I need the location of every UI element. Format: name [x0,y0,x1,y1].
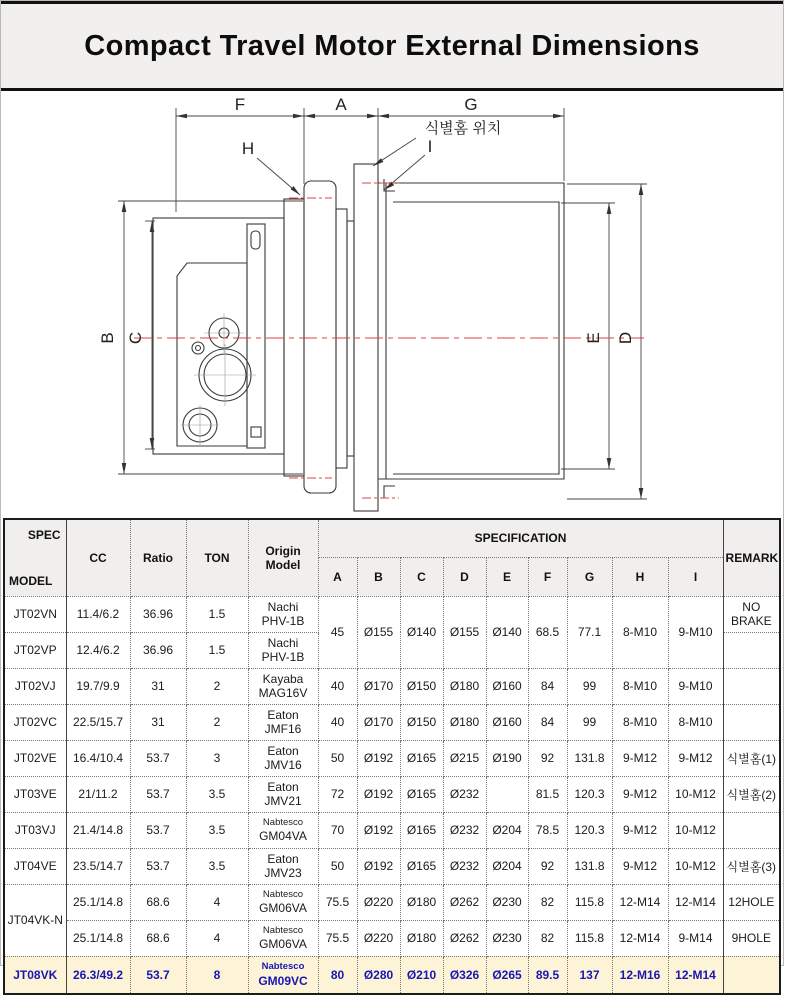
origin-brand: Nachi [267,599,299,614]
spec-f-cell: 82 [528,884,567,920]
header-ratio: Ratio [130,519,186,596]
ratio-cell: 53.7 [130,740,186,776]
ton-cell: 4 [186,920,248,956]
spec-d-cell: Ø262 [443,920,486,956]
ton-cell: 3.5 [186,776,248,812]
table-row [4,596,780,632]
spec-a-cell: 75.5 [318,920,357,956]
ton-cell: 3.5 [186,848,248,884]
remark-cell [723,632,780,668]
spec-c-cell: Ø165 [400,812,443,848]
spec-table-body [4,596,780,994]
spec-f-cell: 81.5 [528,776,567,812]
spec-h-cell: 9-M12 [612,812,668,848]
cc-cell: 12.4/6.2 [66,632,130,668]
spec-e-cell: Ø190 [486,740,528,776]
model-cell: JT08VK [4,956,66,994]
header-row-1 [4,519,780,557]
table-row [4,668,780,704]
spec-e-cell [486,776,528,812]
spec-a-cell: 80 [318,956,357,994]
spec-a-cell: 40 [318,668,357,704]
spec-g-cell: 137 [567,956,612,994]
dim-label-g: G [464,95,478,114]
model-cell: JT02VP [4,632,66,668]
spec-b-cell: Ø192 [357,812,400,848]
spec-e-cell: Ø160 [486,668,528,704]
origin-model-name: PHV-1B [261,614,305,628]
spec-b-cell: Ø220 [357,884,400,920]
header-col-a: A [318,557,357,596]
spec-g-cell: 99 [567,668,612,704]
spec-g-cell: 120.3 [567,812,612,848]
origin-brand: Nabtesco [262,816,304,828]
table-row [4,848,780,884]
remark-cell [723,812,780,848]
spec-f-cell: 84 [528,668,567,704]
spec-f-cell: 84 [528,704,567,740]
spec-d-cell: Ø180 [443,704,486,740]
cc-cell: 26.3/49.2 [66,956,130,994]
spec-i-cell: 10-M12 [668,848,723,884]
header-col-f: F [528,557,567,596]
header-col-i: I [668,557,723,596]
spec-a-cell: 45 [318,596,357,668]
ratio-cell: 68.6 [130,920,186,956]
groove-note-korean: 식별홈 위치 [424,120,502,137]
spec-c-cell: Ø140 [400,596,443,668]
dim-label-a: A [335,95,347,114]
ton-cell: 3 [186,740,248,776]
spec-c-cell: Ø165 [400,848,443,884]
model-cell: JT03VJ [4,812,66,848]
cc-cell: 21/11.2 [66,776,130,812]
table-row [4,956,780,994]
header-col-c: C [400,557,443,596]
origin-model-cell [248,596,318,632]
header-cc: CC [66,519,130,596]
dim-label-c: C [126,331,145,345]
origin-model-cell [248,776,318,812]
spec-a-cell: 40 [318,704,357,740]
origin-model-cell [248,704,318,740]
spec-c-cell: Ø165 [400,776,443,812]
origin-model-name: GM06VA [259,936,307,951]
origin-brand: Eaton [267,851,299,866]
model-cell: JT02VN [4,596,66,632]
corner-model-label: MODEL [9,573,53,588]
spec-f-cell: 68.5 [528,596,567,668]
remark-cell: 9HOLE [723,920,780,956]
spec-g-cell: 120.3 [567,776,612,812]
spec-e-cell: Ø140 [486,596,528,668]
spec-d-cell: Ø326 [443,956,486,994]
dim-label-d: D [616,331,635,345]
remark-cell: 식별홈(1) [723,740,780,776]
origin-model-name: JMV16 [264,758,302,772]
header-origin-model: Origin Model [248,519,318,596]
table-row [4,740,780,776]
model-cell: JT02VE [4,740,66,776]
spec-i-cell: 12-M14 [668,884,723,920]
spec-c-cell: Ø210 [400,956,443,994]
ratio-cell: 36.96 [130,596,186,632]
spec-f-cell: 82 [528,920,567,956]
spec-d-cell: Ø155 [443,596,486,668]
ratio-cell: 31 [130,668,186,704]
table-row [4,776,780,812]
spec-d-cell: Ø180 [443,668,486,704]
ton-cell: 1.5 [186,596,248,632]
remark-cell [723,956,780,994]
spec-b-cell: Ø280 [357,956,400,994]
header-col-d: D [443,557,486,596]
spec-f-cell: 92 [528,740,567,776]
origin-brand: Nabtesco [262,924,304,936]
ratio-cell: 53.7 [130,956,186,994]
ton-cell: 8 [186,956,248,994]
ton-cell: 3.5 [186,812,248,848]
origin-brand: Nachi [267,635,299,650]
origin-model-name: PHV-1B [261,650,305,664]
spec-g-cell: 99 [567,704,612,740]
spec-i-cell: 8-M10 [668,704,723,740]
model-cell: JT04VK-N [4,884,66,956]
dim-label-b: B [98,332,117,344]
origin-model-name: GM09VC [258,973,308,988]
remark-cell: 식별홈(2) [723,776,780,812]
page-title: Compact Travel Motor External Dimensions [84,29,700,62]
motor-dimension-diagram [1,91,785,518]
spec-g-cell: 77.1 [567,596,612,668]
spec-e-cell: Ø160 [486,704,528,740]
spec-h-cell: 12-M16 [612,956,668,994]
header-col-h: H [612,557,668,596]
remark-cell [723,668,780,704]
spec-d-cell: Ø215 [443,740,486,776]
ton-cell: 4 [186,884,248,920]
spec-i-cell: 12-M14 [668,956,723,994]
spec-e-cell: Ø230 [486,884,528,920]
cc-cell: 22.5/15.7 [66,704,130,740]
spec-a-cell: 72 [318,776,357,812]
origin-model-name: JMV21 [264,794,302,808]
spec-i-cell: 9-M10 [668,596,723,668]
origin-model-cell [248,956,318,994]
table-row [4,884,780,920]
dim-label-f: F [234,95,246,114]
spec-g-cell: 115.8 [567,884,612,920]
spec-c-cell: Ø165 [400,740,443,776]
origin-model-cell [248,740,318,776]
ratio-cell: 53.7 [130,848,186,884]
spec-h-cell: 8-M10 [612,704,668,740]
spec-e-cell: Ø230 [486,920,528,956]
spec-c-cell: Ø180 [400,920,443,956]
origin-model-name: GM04VA [259,828,307,843]
origin-model-cell [248,884,318,920]
table-row [4,704,780,740]
spec-g-cell: 115.8 [567,920,612,956]
spec-e-cell: Ø204 [486,812,528,848]
model-cell: JT02VC [4,704,66,740]
spec-h-cell: 9-M12 [612,740,668,776]
spec-a-cell: 70 [318,812,357,848]
ratio-cell: 31 [130,704,186,740]
table-row [4,812,780,848]
origin-model-name: MAG16V [258,686,308,700]
origin-model-cell [248,848,318,884]
spec-i-cell: 9-M14 [668,920,723,956]
spec-h-cell: 9-M12 [612,776,668,812]
origin-brand: Eaton [267,779,299,794]
header-specification-group: SPECIFICATION [318,519,723,557]
spec-d-cell: Ø232 [443,776,486,812]
ratio-cell: 53.7 [130,812,186,848]
model-cell: JT04VE [4,848,66,884]
header-col-e: E [486,557,528,596]
spec-h-cell: 12-M14 [612,884,668,920]
dimension-lines [118,108,647,499]
spec-d-cell: Ø262 [443,884,486,920]
spec-h-cell: 9-M12 [612,848,668,884]
dim-label-i: I [427,137,433,156]
spec-a-cell: 75.5 [318,884,357,920]
spec-f-cell: 92 [528,848,567,884]
remark-cell [723,704,780,740]
corner-spec-label: SPEC [27,528,61,542]
origin-brand: Kayaba [262,671,304,686]
spec-table-section [1,518,783,995]
ton-cell: 2 [186,668,248,704]
origin-model-cell [248,668,318,704]
origin-model-name: GM06VA [259,900,307,915]
title-bar [1,1,783,91]
spec-d-cell: Ø232 [443,848,486,884]
spec-i-cell: 10-M12 [668,812,723,848]
spec-g-cell: 131.8 [567,848,612,884]
remark-cell: 식별홈(3) [723,848,780,884]
spec-c-cell: Ø150 [400,668,443,704]
corner-cell [4,519,66,596]
spec-a-cell: 50 [318,848,357,884]
cc-cell: 21.4/14.8 [66,812,130,848]
cc-cell: 16.4/10.4 [66,740,130,776]
spec-h-cell: 8-M10 [612,596,668,668]
remark-cell: NO BRAKE [723,596,780,632]
spec-c-cell: Ø150 [400,704,443,740]
table-header [4,519,780,596]
dim-label-e: E [584,332,603,344]
cc-cell: 19.7/9.9 [66,668,130,704]
spec-f-cell: 89.5 [528,956,567,994]
origin-brand: Nabtesco [262,888,304,900]
spec-b-cell: Ø192 [357,740,400,776]
spec-d-cell: Ø232 [443,812,486,848]
cc-cell: 23.5/14.7 [66,848,130,884]
origin-model-cell [248,812,318,848]
spec-h-cell: 12-M14 [612,920,668,956]
origin-model-name: JMF16 [264,722,302,736]
origin-brand: Eaton [267,707,299,722]
cc-cell: 25.1/14.8 [66,884,130,920]
spec-c-cell: Ø180 [400,884,443,920]
model-cell: JT03VE [4,776,66,812]
spec-b-cell: Ø155 [357,596,400,668]
origin-model-name: JMV23 [264,866,302,880]
origin-model-cell [248,920,318,956]
remark-cell: 12HOLE [723,884,780,920]
spec-b-cell: Ø170 [357,668,400,704]
spec-e-cell: Ø265 [486,956,528,994]
technical-drawing [1,91,783,518]
cc-cell: 11.4/6.2 [66,596,130,632]
spec-a-cell: 50 [318,740,357,776]
dim-label-h: H [241,139,255,158]
spec-b-cell: Ø192 [357,776,400,812]
spec-e-cell: Ø204 [486,848,528,884]
header-col-g: G [567,557,612,596]
origin-model-cell [248,632,318,668]
origin-brand: Eaton [267,743,299,758]
spec-f-cell: 78.5 [528,812,567,848]
spec-table [3,518,781,995]
spec-g-cell: 131.8 [567,740,612,776]
center-marks [181,313,256,445]
header-col-b: B [357,557,400,596]
spec-i-cell: 9-M10 [668,668,723,704]
spec-h-cell: 8-M10 [612,668,668,704]
table-row [4,920,780,956]
header-ton: TON [186,519,248,596]
header-remark: REMARK [723,519,780,596]
ratio-cell: 53.7 [130,776,186,812]
origin-brand: Nabtesco [261,961,305,973]
ton-cell: 1.5 [186,632,248,668]
spec-i-cell: 9-M12 [668,740,723,776]
spec-i-cell: 10-M12 [668,776,723,812]
spec-b-cell: Ø170 [357,704,400,740]
spec-b-cell: Ø220 [357,920,400,956]
model-cell: JT02VJ [4,668,66,704]
ratio-cell: 36.96 [130,632,186,668]
ton-cell: 2 [186,704,248,740]
spec-b-cell: Ø192 [357,848,400,884]
ratio-cell: 68.6 [130,884,186,920]
cc-cell: 25.1/14.8 [66,920,130,956]
